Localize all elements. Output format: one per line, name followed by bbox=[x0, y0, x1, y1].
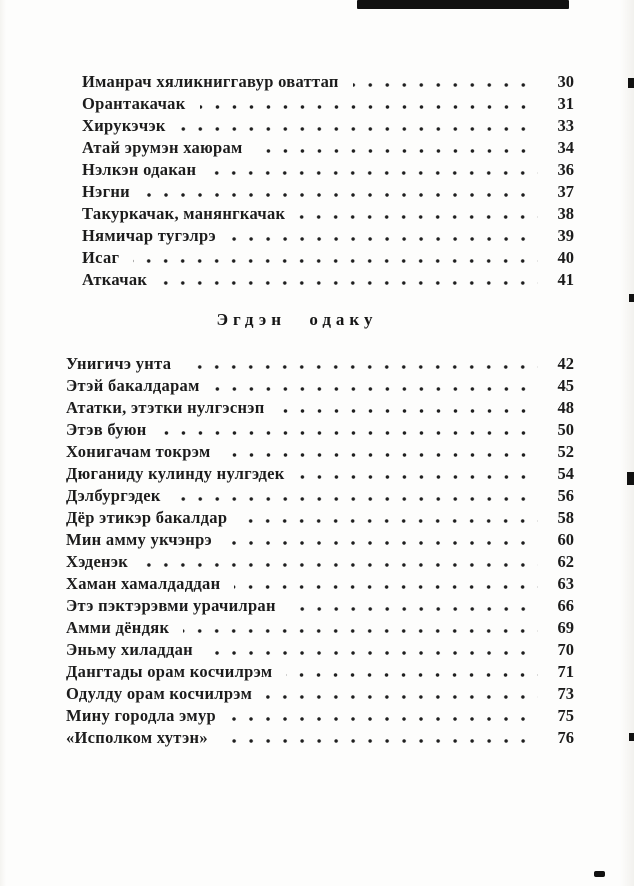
toc-leader-dots bbox=[142, 563, 538, 567]
toc-entry bbox=[82, 248, 574, 270]
toc-entry-page: 37 bbox=[557, 182, 574, 201]
toc-leader-dots bbox=[214, 387, 538, 391]
toc-leader-dots bbox=[210, 171, 538, 175]
toc-entry-title: Дюганиду кулинду нулгэдек bbox=[66, 464, 285, 483]
toc-entry-page: 38 bbox=[557, 204, 574, 223]
toc-leader-dots bbox=[286, 673, 538, 677]
toc-leader-dots bbox=[299, 475, 538, 479]
toc-leader-dots bbox=[230, 237, 538, 241]
toc-entry bbox=[82, 270, 574, 292]
toc-entry bbox=[66, 354, 574, 376]
toc-entry-page: 40 bbox=[557, 248, 574, 267]
toc-entry-title: Иманрач хяликниггавур оваттап bbox=[82, 72, 339, 91]
toc-entry-title: Амми дёндяк bbox=[66, 618, 170, 637]
toc-entry-page: 52 bbox=[557, 442, 574, 461]
toc-entry-title: Хирукэчэк bbox=[82, 116, 166, 135]
toc-entry bbox=[66, 684, 574, 706]
toc-entry-title: Аткачак bbox=[82, 270, 148, 289]
toc-entry-page: 39 bbox=[557, 226, 574, 245]
toc-entry bbox=[66, 618, 574, 640]
toc-leader-dots bbox=[161, 431, 538, 435]
toc-entry-page: 62 bbox=[557, 552, 574, 571]
toc-leader-dots bbox=[175, 497, 538, 501]
toc-entry bbox=[82, 160, 574, 182]
toc-leader-dots bbox=[207, 651, 538, 655]
toc-leader-dots bbox=[185, 365, 538, 369]
toc-entry-title: Дангтады орам косчилрэм bbox=[66, 662, 273, 681]
toc-leader-dots bbox=[290, 607, 538, 611]
toc-entry bbox=[66, 728, 574, 750]
toc-entry-title: Мину городла эмур bbox=[66, 706, 216, 725]
toc-entry-page: 33 bbox=[557, 116, 574, 135]
toc-entry-title: Хаман хамалдаддан bbox=[66, 574, 221, 593]
toc-section-1 bbox=[82, 72, 574, 292]
toc-entry-page: 54 bbox=[557, 464, 574, 483]
toc-entry-title: Этэв буюн bbox=[66, 420, 147, 439]
toc-entry bbox=[82, 138, 574, 160]
toc-entry-page: 63 bbox=[557, 574, 574, 593]
scan-artifact-right-edge bbox=[629, 294, 634, 302]
toc-entry-title: Одулду орам косчилрэм bbox=[66, 684, 253, 703]
toc-entry bbox=[66, 420, 574, 442]
scan-artifact-right-edge bbox=[628, 78, 634, 88]
toc-leader-dots bbox=[180, 127, 538, 131]
toc-entry-page: 66 bbox=[557, 596, 574, 615]
toc-entry-title: Орантакачак bbox=[82, 94, 186, 113]
toc-leader-dots bbox=[200, 105, 538, 109]
toc-entry-page: 56 bbox=[557, 486, 574, 505]
toc-leader-dots bbox=[230, 717, 538, 721]
toc-leader-dots bbox=[257, 149, 538, 153]
toc-leader-dots bbox=[133, 259, 538, 263]
toc-entry-page: 71 bbox=[557, 662, 574, 681]
toc-entry-page: 50 bbox=[557, 420, 574, 439]
toc-entry-title: Дэлбургэдек bbox=[66, 486, 161, 505]
toc-entry bbox=[66, 662, 574, 684]
toc-leader-dots bbox=[353, 83, 538, 87]
toc-section-2 bbox=[66, 354, 574, 750]
toc-entry-page: 42 bbox=[557, 354, 574, 373]
scan-artifact-right-edge bbox=[627, 472, 634, 485]
scan-artifact-top-bar bbox=[357, 0, 569, 9]
toc-entry-page: 58 bbox=[557, 508, 574, 527]
toc-entry bbox=[66, 398, 574, 420]
toc-leader-dots bbox=[183, 629, 538, 633]
toc-entry-title: Унигичэ унта bbox=[66, 354, 172, 373]
toc-leader-dots bbox=[161, 281, 538, 285]
toc-leader-dots bbox=[222, 739, 538, 743]
toc-entry bbox=[66, 486, 574, 508]
toc-entry-title: Нямичар тугэлрэ bbox=[82, 226, 216, 245]
toc-leader-dots bbox=[225, 453, 538, 457]
toc-entry bbox=[66, 640, 574, 662]
toc-entry bbox=[66, 442, 574, 464]
toc-entry-page: 31 bbox=[557, 94, 574, 113]
toc-entry-title: Дёр этикэр бакалдар bbox=[66, 508, 228, 527]
toc-entry-page: 73 bbox=[557, 684, 574, 703]
toc-entry bbox=[82, 182, 574, 204]
toc-leader-dots bbox=[299, 215, 538, 219]
toc-entry bbox=[66, 376, 574, 398]
toc-entry-page: 45 bbox=[557, 376, 574, 395]
toc-entry-title: Исаг bbox=[82, 248, 120, 267]
toc-entry-title: Этэ пэктэрэвми урачилран bbox=[66, 596, 276, 615]
toc-entry-page: 76 bbox=[557, 728, 574, 747]
toc-leader-dots bbox=[279, 409, 538, 413]
toc-entry bbox=[66, 530, 574, 552]
toc-leader-dots bbox=[144, 193, 538, 197]
toc-entry-title: Нэлкэн одакан bbox=[82, 160, 197, 179]
toc-entry-page: 69 bbox=[557, 618, 574, 637]
toc-leader-dots bbox=[241, 519, 538, 523]
toc-entry-page: 41 bbox=[557, 270, 574, 289]
toc-leader-dots bbox=[266, 695, 538, 699]
toc-entry bbox=[66, 508, 574, 530]
toc-entry-title: Такуркачак, манянгкачак bbox=[82, 204, 286, 223]
toc-entry bbox=[66, 706, 574, 728]
toc-entry-title: Этэй бакалдарам bbox=[66, 376, 200, 395]
toc-entry-page: 48 bbox=[557, 398, 574, 417]
toc-leader-dots bbox=[234, 585, 538, 589]
toc-entry-title: Нэгни bbox=[82, 182, 130, 201]
toc-entry bbox=[82, 72, 574, 94]
toc-entry-title: Эньму хиладдан bbox=[66, 640, 193, 659]
scan-artifact-bottom bbox=[594, 871, 605, 877]
scan-artifact-right-edge bbox=[629, 733, 634, 741]
section-heading: Эгдэн одаку bbox=[216, 310, 378, 329]
toc-leader-dots bbox=[226, 541, 538, 545]
toc-entry-page: 34 bbox=[557, 138, 574, 157]
toc-entry-title: Мин амму укчэнрэ bbox=[66, 530, 212, 549]
toc-entry bbox=[82, 226, 574, 248]
toc-entry bbox=[82, 94, 574, 116]
toc-entry bbox=[82, 204, 574, 226]
toc-entry-page: 60 bbox=[557, 530, 574, 549]
toc-entry bbox=[66, 574, 574, 596]
toc-entry-title: Хонигачам токрэм bbox=[66, 442, 211, 461]
toc-entry bbox=[66, 464, 574, 486]
toc-entry-title: Хэденэк bbox=[66, 552, 129, 571]
toc-entry bbox=[66, 552, 574, 574]
toc-entry-page: 70 bbox=[557, 640, 574, 659]
toc-entry-page: 30 bbox=[557, 72, 574, 91]
toc-entry-title: «Исполком хутэн» bbox=[66, 728, 208, 747]
toc-entry-page: 75 bbox=[557, 706, 574, 725]
toc-entry bbox=[66, 596, 574, 618]
toc-entry-page: 36 bbox=[557, 160, 574, 179]
toc-entry-title: Ататки, этэтки нулгэснэп bbox=[66, 398, 265, 417]
toc-entry bbox=[82, 116, 574, 138]
toc-entry-title: Атай эрумэн хаюрам bbox=[82, 138, 243, 157]
